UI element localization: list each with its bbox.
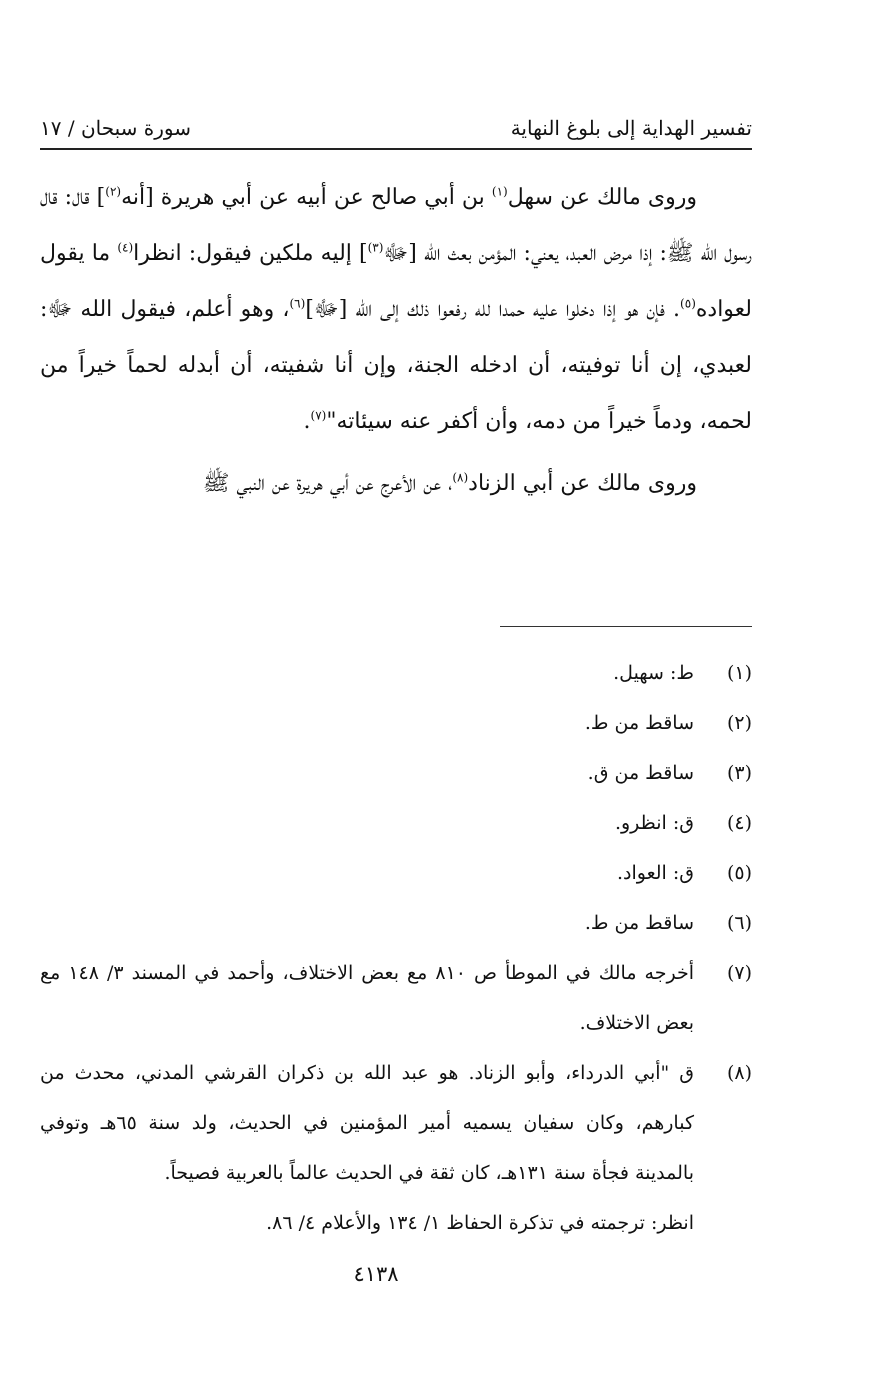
footnote-marker-3: (٣): [367, 240, 384, 255]
text-segment: وروى مالك عن سهل: [507, 185, 697, 210]
footnote-item: [40, 1048, 752, 1198]
footnote-text: ساقط من ط.: [584, 712, 694, 734]
footnote-marker-4: (٤): [117, 240, 134, 255]
footnote-number: (٢): [726, 712, 752, 734]
footnote-item: [40, 798, 752, 848]
footnote-marker-1: (١): [491, 184, 508, 199]
footnote-number: (١): [726, 662, 752, 684]
paragraph-2: [40, 456, 752, 512]
footnote-item: [40, 748, 752, 798]
text-segment: ، عن الأعرج عن أبي هريرة عن النبي ﷺ: [202, 471, 453, 496]
surah-reference: سورة سبحان / ١٧: [40, 116, 192, 140]
running-header: [40, 108, 752, 150]
text-segment: .: [303, 409, 311, 434]
footnote-text: ساقط من ط.: [584, 912, 694, 934]
footnote-text: ساقط من ق.: [587, 762, 694, 784]
footnote-text: ق "أبي الدرداء، وأبو الزناد. هو عبد الله بن ذكران القرشي المدني، محدث من كبارهم، وكان سفيان يسميه أمير المؤمنين في الحديث، ولد سنة ٦٥هـ وتوفي بالمدينة فجأة سنة ١٣١هـ، كان ثقة في الحديث عالماً بالعربية فصيحاً.: [40, 1062, 694, 1184]
footnote-item: [40, 698, 752, 748]
footnote-number: (٦): [726, 912, 752, 934]
footnote-item: [40, 898, 752, 948]
footnote-text: ق: انظرو.: [614, 812, 694, 834]
footnote-item: [40, 848, 752, 898]
footnote-item: [40, 648, 752, 698]
paragraph-1: [40, 170, 752, 450]
footnote-text: أخرجه مالك في الموطأ ص ٨١٠ مع بعض الاختلاف، وأحمد في المسند ٣/ ١٤٨ مع بعض الاختلاف.: [40, 962, 694, 1034]
footnote-number: (٥): [726, 862, 752, 884]
footnote-marker-7: (٧): [310, 408, 327, 423]
text-segment: ] قال: قال رسول الله ﷺ: إذا مرض العبد، يعني: المؤمن بعث الله [ﷻ: [40, 185, 752, 266]
footnote-number: (٧): [726, 962, 752, 984]
footnote-item: [40, 948, 752, 1048]
footnote-text: ق: العواد.: [616, 862, 694, 884]
footnote-text: ط: سهيل.: [613, 662, 694, 684]
main-text: [40, 170, 752, 512]
text-segment: . فإن هو إذا دخلوا عليه حمدا لله رفعوا ذلك إلى الله [ﷻ]: [305, 297, 681, 322]
footnote-marker-2: (٢): [105, 184, 122, 199]
footnote-marker-8: (٨): [452, 470, 469, 485]
text-segment: وروى مالك عن أبي الزناد: [468, 471, 697, 496]
footnote-divider: [500, 626, 752, 627]
footnote-number: (٤): [726, 812, 752, 834]
footnote-number: (٣): [726, 762, 752, 784]
footnotes: [40, 648, 752, 1248]
text-segment: ، وهو أعلم، فيقول الله ﷻ: لعبدي، إن أنا توفيته، أن ادخله الجنة، وإن أنا شفيته، أن أبدله لحماً خيراً من لحمه، ودماً خيراً من دمه، وأن أكفر عنه سيئاته": [40, 297, 752, 434]
text-segment: بن أبي صالح عن أبيه عن أبي هريرة [أنه: [121, 185, 492, 210]
footnote-marker-5: (٥): [680, 296, 696, 311]
book-title: تفسير الهداية إلى بلوغ النهاية: [510, 116, 752, 140]
page-number: ٤١٣٨: [353, 1262, 399, 1286]
footnote-marker-6: (٦): [289, 296, 306, 311]
text-segment: ] إليه ملكين فيقول: انظرا: [133, 241, 368, 266]
text-segment: ما يقول لعواده: [40, 241, 752, 322]
footnote-number: (٨): [726, 1062, 752, 1084]
footnote-reference: انظر: ترجمته في تذكرة الحفاظ ١/ ١٣٤ والأعلام ٤/ ٨٦.: [266, 1212, 694, 1234]
